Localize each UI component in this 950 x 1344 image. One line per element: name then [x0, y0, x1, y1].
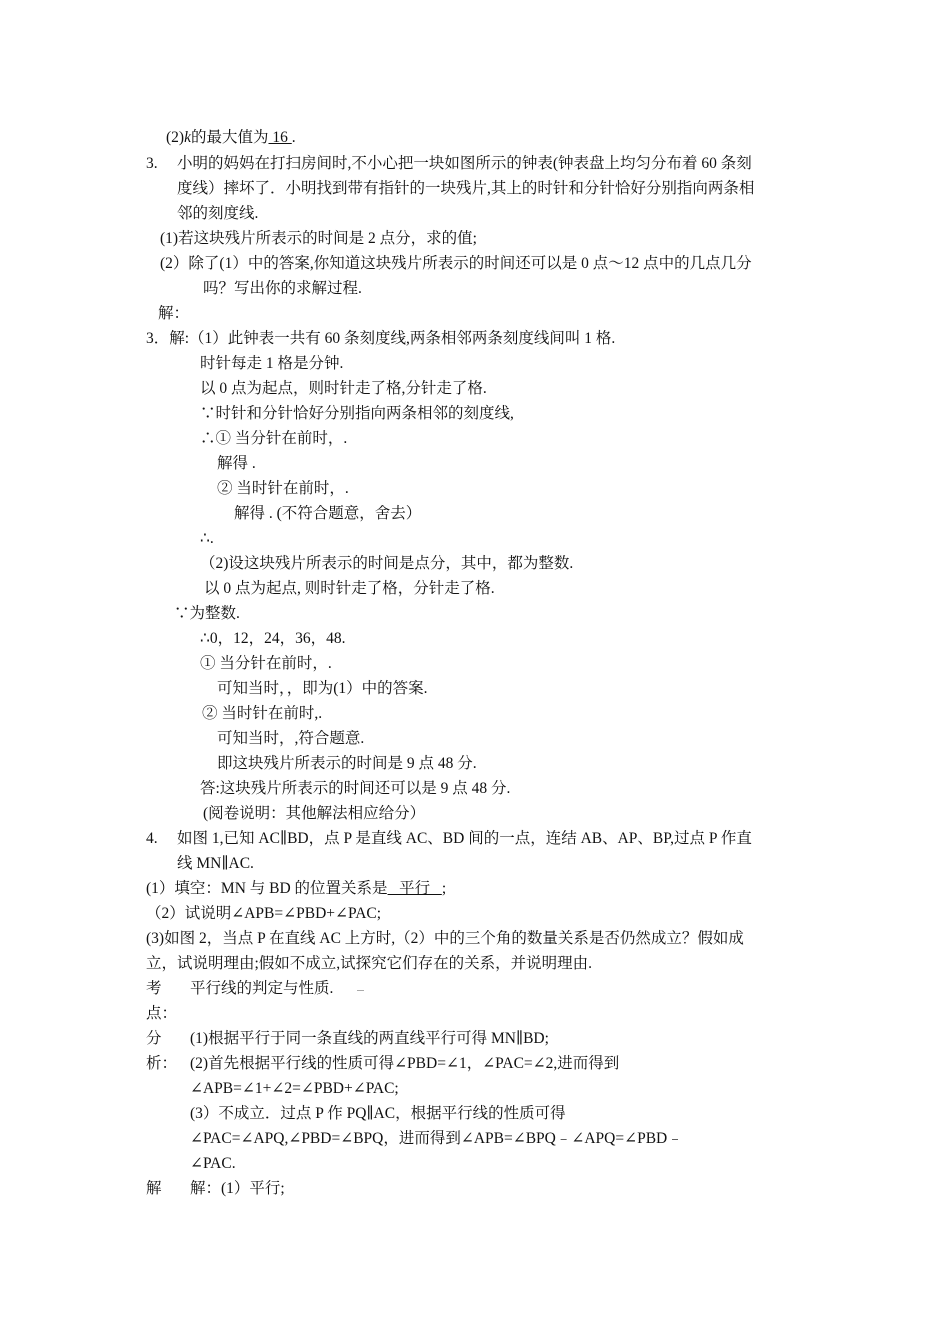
q4-text-line-2: 线 MN∥AC.	[177, 855, 254, 872]
analysis-line: ∠PAC=∠APQ,∠PBD=∠BPQ，进而得到∠APB=∠BPQ﹣∠APQ=∠PBD﹣	[190, 1130, 683, 1147]
q3-solution-intro: 3．解:（1）此钟表一共有 60 条刻度线,两条相邻两条刻度线间叫 1 格.	[146, 330, 616, 347]
q3-solution-line: 解得 . (不符合题意，舍去）	[234, 505, 422, 522]
analysis-line: (1)根据平行于同一条直线的两直线平行可得 MN∥BD;	[190, 1030, 549, 1047]
q4-part1-end: ;	[441, 880, 447, 897]
q4-text-line-1: 如图 1,已知 AC∥BD，点 P 是直线 AC、BD 间的一点，连结 AB、AP、BP,过点 P 作直	[177, 830, 752, 847]
q2-part2-variable: k	[184, 129, 191, 146]
q4-part1-line	[146, 879, 446, 899]
solution-label: 解：	[158, 305, 190, 322]
q2-part2-text: 的最大值为	[190, 129, 269, 146]
analysis-label: 分	[146, 1030, 162, 1047]
knowledge-point-text: 平行线的判定与性质.	[190, 980, 334, 997]
q3-solution-line: 以 0 点为起点, 则时针走了格，分针走了格.	[204, 580, 495, 597]
q3-solution-line: 可知当时，,符合题意.	[217, 730, 365, 747]
q3-solution-line: ∴.	[200, 530, 214, 547]
analysis-line: ∠APB=∠1+∠2=∠PBD+∠PAC;	[190, 1080, 399, 1097]
q2-part2-answer: 16	[268, 129, 292, 146]
q3-solution-line: 解得 .	[217, 455, 256, 472]
q3-solution-part2: （2)设这块残片所表示的时间是点分，其中，都为整数.	[200, 555, 574, 572]
q3-number: 3.	[146, 155, 158, 172]
q3-text-line-1: 小明的妈妈在打扫房间时,不小心把一块如图所示的钟表(钟表盘上均匀分布着 60 条刻	[177, 155, 752, 172]
analysis-line: (2)首先根据平行线的性质可得∠PBD=∠1，∠PAC=∠2,进而得到	[190, 1055, 620, 1072]
q4-part3-line-2: 立，试说明理由;假如不成立,试探究它们存在的关系，并说明理由.	[146, 955, 593, 972]
q3-solution-line: ∴0，12，24，36，48.	[200, 630, 346, 647]
answer-label: 解	[146, 1180, 162, 1197]
q2-part2-label: (2)	[166, 129, 185, 146]
q4-number: 4.	[146, 830, 158, 847]
q2-part2-period: .	[291, 129, 296, 146]
q3-solution-line: 以 0 点为起点，则时针走了格,分针走了格.	[200, 380, 487, 397]
q4-part2: （2）试说明∠APB=∠PBD+∠PAC;	[146, 905, 382, 922]
q3-text-line-3: 邻的刻度线.	[177, 205, 259, 222]
q4-part3-line-1: (3)如图 2，当点 P 在直线 AC 上方时,（2）中的三个角的数量关系是否仍然成立？假如成	[146, 930, 744, 947]
knowledge-point-label-2: 点：	[146, 1005, 178, 1022]
q3-solution-line: 即这块残片所表示的时间是 9 点 48 分.	[217, 755, 477, 772]
grading-note: (阅卷说明：其他解法相应给分）	[203, 805, 426, 822]
q3-solution-line: ∵为整数.	[174, 605, 240, 622]
q3-part2-line-2: 吗？写出你的求解过程.	[203, 280, 362, 297]
q3-solution-case-2: ② 当时针在前时,.	[202, 705, 323, 722]
q3-solution-line: 时针每走 1 格是分钟.	[200, 355, 344, 372]
q3-answer: 答:这块残片所表示的时间还可以是 9 点 48 分.	[200, 780, 511, 797]
analysis-label-2: 析：	[146, 1055, 178, 1072]
q3-solution-case-2: ② 当时针在前时，.	[217, 480, 349, 497]
analysis-line: ∠PAC.	[190, 1155, 236, 1172]
q2-part2-line	[166, 128, 296, 148]
analysis-line: (3）不成立．过点 P 作 PQ∥AC，根据平行线的性质可得	[190, 1105, 566, 1122]
q3-part2-line-1: (2）除了(1）中的答案,你知道这块残片所表示的时间还可以是 0 点～12 点中的几点几分	[160, 255, 752, 272]
q3-solution-line: ∵时针和分针恰好分别指向两条相邻的刻度线,	[200, 405, 514, 422]
q3-text-line-2: 度线）摔坏了．小明找到带有指针的一块残片,其上的时针和分针恰好分别指向两条相	[177, 180, 755, 197]
q4-part1-answer: 平行	[387, 880, 442, 897]
q4-part1-text: (1）填空：MN 与 BD 的位置关系是	[146, 880, 388, 897]
q3-solution-case-1: ① 当分针在前时，.	[200, 655, 332, 672]
q3-solution-case-1: ∴① 当分针在前时，.	[200, 430, 348, 447]
dash-mark	[357, 990, 364, 991]
knowledge-point-label: 考	[146, 980, 162, 997]
answer-line: 解：(1）平行;	[190, 1180, 285, 1197]
q3-solution-line: 可知当时，，即为(1）中的答案.	[217, 680, 428, 697]
q3-part1: (1)若这块残片所表示的时间是 2 点分，求的值;	[160, 230, 477, 247]
